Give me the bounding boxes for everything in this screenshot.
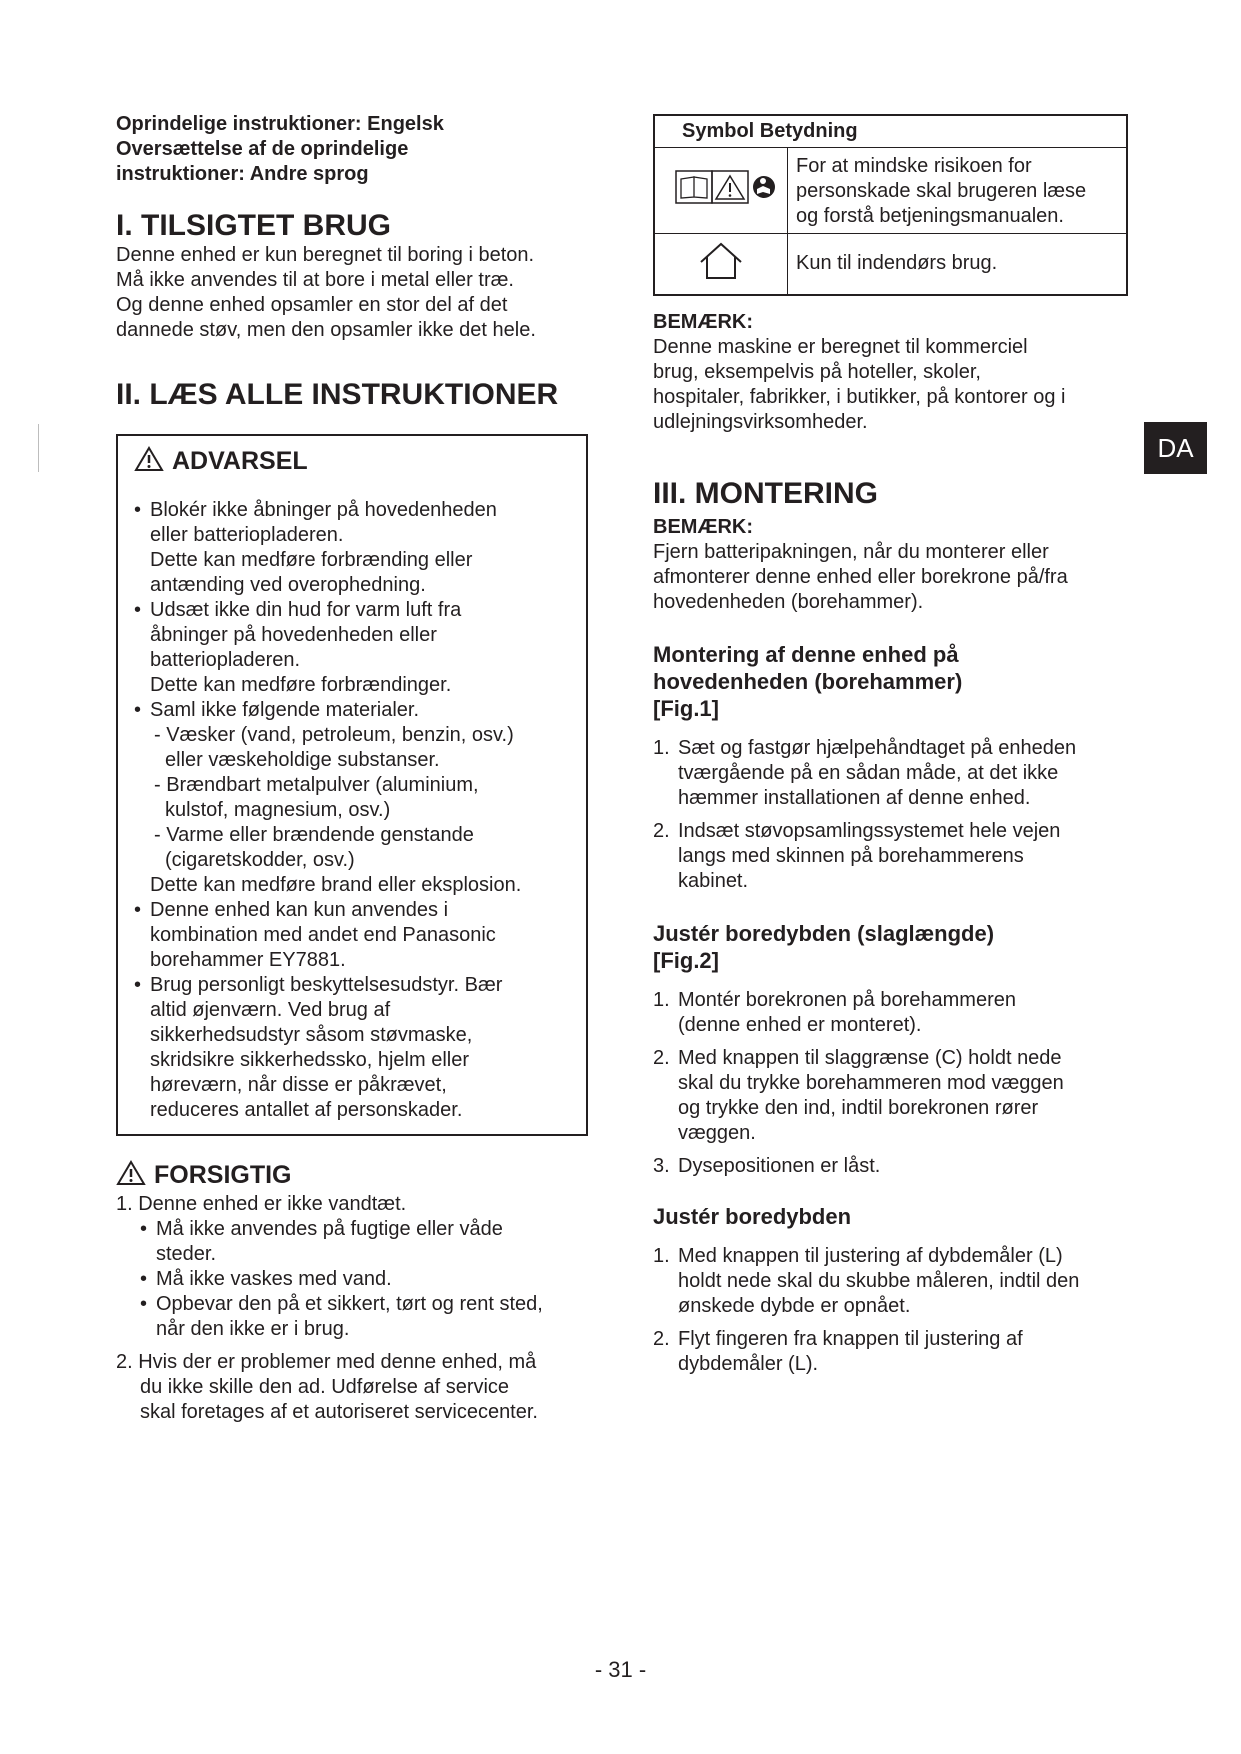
text-line: væggen. — [678, 1122, 756, 1144]
text-line: batteriopladeren. — [150, 649, 301, 671]
text-line: og forstå betjeningsmanualen. — [796, 204, 1064, 227]
symbol-cell — [654, 233, 788, 295]
text-line: hovedenheden (borehammer). — [653, 591, 924, 613]
text-line: • Denne enhed kan kun anvendes i — [150, 899, 449, 921]
text-line: eller væskeholdige substanser. — [165, 749, 440, 771]
text-line: hæmmer installationen af denne enhed. — [678, 787, 1031, 809]
step-item — [653, 988, 1133, 1038]
caution-item-2 — [116, 1350, 596, 1425]
text-line: Med knappen til slaggrænse (C) holdt nede — [678, 1047, 1062, 1069]
warning-heading — [134, 446, 572, 476]
text-line: og trykke den ind, indtil borekronen rører — [678, 1097, 1039, 1119]
text-line: sikkerhedsudstyr såsom støvmaske, — [150, 1024, 473, 1046]
subsection-title: [Fig.2] — [653, 948, 719, 973]
warning-triangle-icon — [712, 171, 748, 203]
warning-item — [134, 698, 572, 898]
warning-title: ADVARSEL — [172, 447, 308, 475]
intended-use-text — [116, 243, 594, 343]
intro-line-3: instruktioner: Andre sprog — [116, 163, 369, 185]
right-column — [653, 310, 1133, 1385]
subsection-title: Justér boredybden — [653, 1204, 852, 1229]
text-line: Med knappen til justering af dybdemåler (L) — [678, 1245, 1063, 1267]
step-list — [653, 736, 1133, 894]
text-line: hospitaler, fabrikker, i butikker, på kontorer og i — [653, 386, 1066, 408]
text-line: (denne enhed er monteret). — [678, 1014, 922, 1036]
text-line: afmonterer denne enhed eller borekrone på/fra — [653, 566, 1068, 588]
caution-subitem — [140, 1217, 596, 1267]
caution-subitem — [140, 1292, 596, 1342]
text-line: skal foretages af et autoriseret servicecenter. — [140, 1401, 538, 1423]
text-line: dybdemåler (L). — [678, 1353, 819, 1375]
text-line: Fjern batteripakningen, når du monterer eller — [653, 541, 1049, 563]
margin-mark — [38, 424, 39, 472]
symbol-cell — [654, 147, 788, 233]
intro-line-2: Oversættelse af de oprindelige — [116, 138, 409, 160]
text-line: • Brug personligt beskyttelsesudstyr. Bær — [150, 974, 503, 996]
step-number: 2. — [653, 1047, 670, 1069]
text-line: kombination med andet end Panasonic — [150, 924, 496, 946]
step-item — [653, 1046, 1133, 1146]
sub-item — [150, 723, 572, 773]
caution-heading — [116, 1160, 596, 1190]
text-line: høreværn, når disse er påkrævet, — [150, 1074, 447, 1096]
text-line: For at mindske risikoen for — [796, 154, 1032, 177]
left-column — [116, 112, 594, 412]
text-line: udlejningsvirksomheder. — [653, 411, 868, 433]
text-line: brug, eksempelvis på hoteller, skoler, — [653, 361, 981, 383]
caution-item-1: 1. Denne enhed er ikke vandtæt. — [116, 1193, 407, 1215]
text-line: kulstof, magnesium, osv.) — [165, 799, 391, 821]
step-number: 1. — [653, 1245, 670, 1267]
text-line: skridsikre sikkerhedssko, hjelm eller — [150, 1049, 469, 1071]
step-number: 2. — [653, 820, 670, 842]
step-item — [653, 1244, 1133, 1319]
text-line: - Brændbart metalpulver (aluminium, — [154, 774, 479, 796]
warning-list — [134, 498, 572, 1123]
symbol-meaning-cell — [788, 147, 1128, 233]
text-line: personskade skal brugeren læse — [796, 179, 1087, 202]
text-line: ønskede dybde er opnået. — [678, 1295, 911, 1317]
warning-triangle-icon — [116, 1160, 146, 1186]
warning-triangle-icon — [134, 446, 164, 472]
caution-subitem — [140, 1267, 596, 1292]
text-line: Dette kan medføre brand eller eksplosion. — [150, 874, 522, 896]
text-line: langs med skinnen på borehammerens — [678, 845, 1024, 867]
step-number: 2. — [653, 1328, 670, 1350]
text-line: - Væsker (vand, petroleum, benzin, osv.) — [154, 724, 514, 746]
text-line: Og denne enhed opsamler en stor del af det — [116, 294, 508, 316]
warning-item — [134, 973, 572, 1123]
warning-item — [134, 898, 572, 973]
text-line: - Varme eller brændende genstande — [154, 824, 474, 846]
step-item — [653, 819, 1133, 894]
step-list — [653, 988, 1133, 1179]
text-line: dannede støv, men den opsamler ikke det hele. — [116, 319, 536, 341]
text-line: Flyt fingeren fra knappen til justering af — [678, 1328, 1023, 1350]
text-line: Montér borekronen på borehammeren — [678, 989, 1016, 1011]
text-line: Må ikke anvendes til at bore i metal eller træ. — [116, 269, 514, 291]
symbol-table-header — [654, 115, 1127, 147]
step-item — [653, 736, 1133, 811]
subsection-depth — [653, 1203, 1133, 1377]
section-title-assembly: III. MONTERING — [653, 477, 878, 510]
manual-symbol-group — [666, 167, 776, 207]
text-line: • Udsæt ikke din hud for varm luft fra — [150, 599, 462, 621]
text-line: (cigaretskodder, osv.) — [165, 849, 355, 871]
text-line: 2. Hvis der er problemer med denne enhed, må — [116, 1351, 537, 1373]
step-number: 1. — [653, 737, 670, 759]
step-number: 1. — [653, 989, 670, 1011]
text-line: du ikke skille den ad. Udførelse af service — [140, 1376, 510, 1398]
caution-sublist — [140, 1217, 596, 1342]
step-number: 3. — [653, 1155, 670, 1177]
text-line: Denne maskine er beregnet til kommerciel — [653, 336, 1028, 358]
text-line: Sæt og fastgør hjælpehåndtaget på enheden — [678, 737, 1077, 759]
step-item — [653, 1154, 1133, 1179]
text-line: Denne enhed er kun beregnet til boring i beton. — [116, 244, 535, 266]
text-line: • Må ikke vaskes med vand. — [156, 1268, 392, 1290]
text-line: skal du trykke borehammeren mod væggen — [678, 1072, 1064, 1094]
symbol-row-manual — [654, 147, 1127, 233]
subsection-mounting — [653, 641, 1133, 894]
page-number: - 31 - — [594, 1657, 647, 1682]
text-line: når den ikke er i brug. — [156, 1318, 350, 1340]
text-line: reduceres antallet af personskader. — [150, 1099, 463, 1121]
text-line: • Saml ikke følgende materialer. — [150, 699, 420, 721]
indoor-house-icon — [697, 240, 745, 282]
warning-item — [134, 598, 572, 698]
text-line: antænding ved overophedning. — [150, 574, 426, 596]
sub-item — [150, 773, 572, 823]
text-line: borehammer EY7881. — [150, 949, 346, 971]
caution-title: FORSIGTIG — [154, 1161, 292, 1189]
subsection-depth-stroke — [653, 920, 1133, 1179]
warning-item — [134, 498, 572, 598]
subsection-title: Montering af denne enhed på — [653, 642, 959, 667]
subsection-title: [Fig.1] — [653, 696, 719, 721]
text-line: • Opbevar den på et sikkert, tørt og rent sted, — [156, 1293, 543, 1315]
text-line: Dette kan medføre forbrændinger. — [150, 674, 452, 696]
symbol-meaning-cell: Kun til indendørs brug. — [788, 233, 1128, 295]
intro-line-1: Oprindelige instruktioner: Engelsk — [116, 113, 444, 135]
symbol-table — [653, 114, 1128, 296]
caution-section — [116, 1160, 596, 1425]
text-line: kabinet. — [678, 870, 749, 892]
text-line: Dysepositionen er låst. — [678, 1155, 881, 1177]
text-line: åbninger på hovedenheden eller — [150, 624, 437, 646]
manual-book-icon — [676, 171, 712, 203]
section-title-intended-use: I. TILSIGTET BRUG — [116, 209, 391, 242]
subsection-title: hovedenheden (borehammer) — [653, 669, 963, 694]
section-title-read-instructions: II. LÆS ALLE INSTRUKTIONER — [116, 378, 559, 411]
warning-box — [116, 434, 588, 1136]
text-line: Indsæt støvopsamlingssystemet hele vejen — [678, 820, 1061, 842]
step-list — [653, 1244, 1133, 1377]
text-line: holdt nede skal du skubbe måleren, indtil den — [678, 1270, 1080, 1292]
text-line: • Må ikke anvendes på fugtige eller våde — [156, 1218, 503, 1240]
text-line: altid øjenværn. Ved brug af — [150, 999, 391, 1021]
symbol-row-indoor — [654, 233, 1127, 295]
language-tab: DA — [1144, 422, 1207, 474]
note-label: BEMÆRK: — [653, 516, 753, 538]
note-label: BEMÆRK: — [653, 311, 753, 333]
read-manual-person-icon — [753, 176, 775, 198]
text-line: tværgående på en sådan måde, at det ikke — [678, 762, 1059, 784]
symbol-table-header-cell: Symbol Betydning — [654, 115, 1127, 147]
text-line: eller batteriopladeren. — [150, 524, 344, 546]
text-line: Dette kan medføre forbrænding eller — [150, 549, 473, 571]
subsection-title: Justér boredybden (slaglængde) — [653, 921, 995, 946]
step-item — [653, 1327, 1133, 1377]
sub-item — [150, 823, 572, 873]
text-line: steder. — [156, 1243, 217, 1265]
text-line: • Blokér ikke åbninger på hovedenheden — [150, 499, 497, 521]
